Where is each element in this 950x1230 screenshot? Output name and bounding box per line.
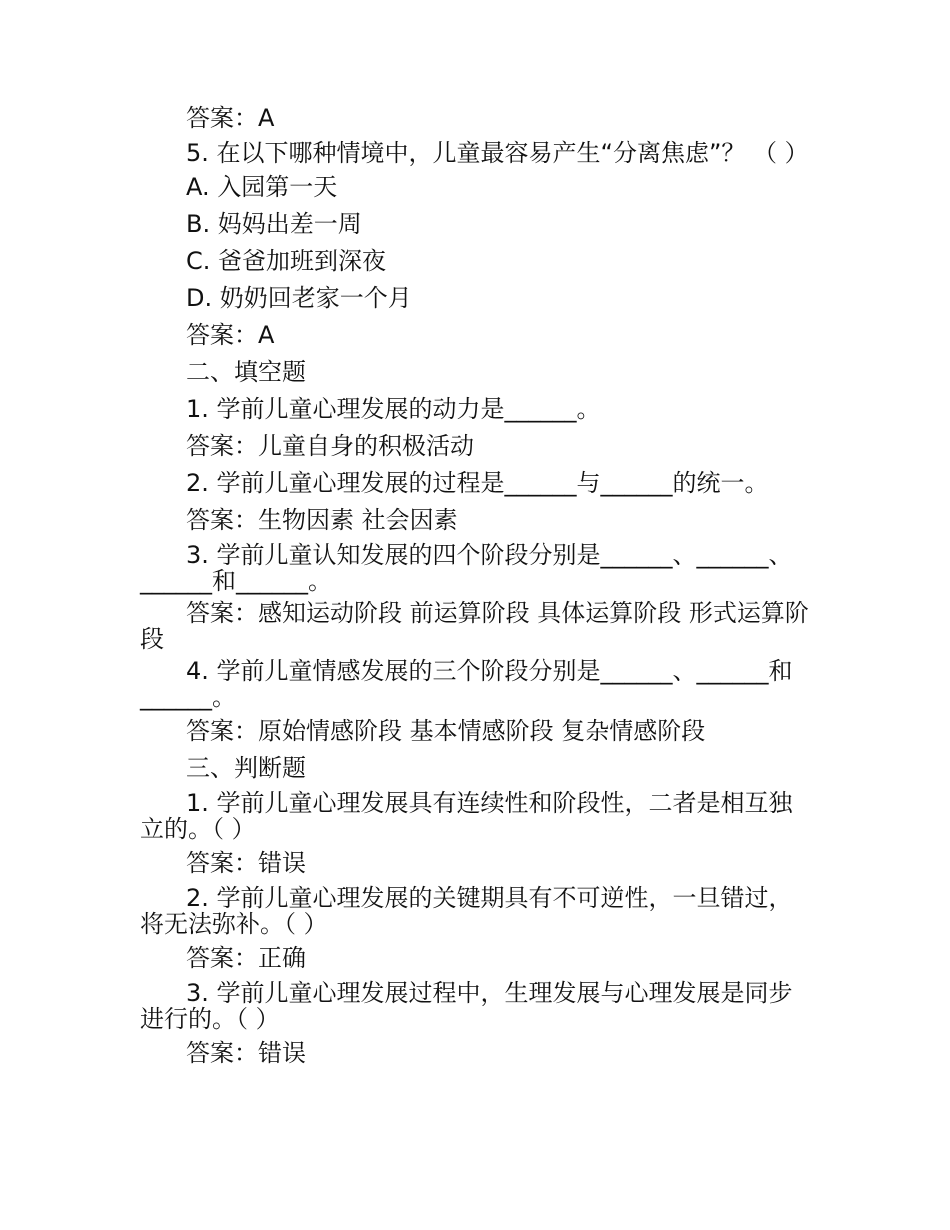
fill-question-1: 1. 学前儿童心理发展的动力是______。 <box>186 395 601 423</box>
question-5: 5. 在以下哪种情境中，儿童最容易产生“分离焦虑”？ （ ） <box>186 139 809 167</box>
answer-line: 答案：感知运动阶段 前运算阶段 具体运算阶段 形式运算阶段 <box>140 599 809 653</box>
fill-question-4: 4. 学前儿童情感发展的三个阶段分别是______、______和______。 <box>140 657 793 711</box>
answer-line: 答案：A <box>186 321 275 349</box>
fill-question-3: 3. 学前儿童认知发展的四个阶段分别是______、______、______和______。 <box>140 541 793 595</box>
document-page <box>140 103 815 1069</box>
fill-question-2: 2. 学前儿童心理发展的过程是______与______的统一。 <box>186 469 769 497</box>
answer-line: 答案：A <box>186 104 275 132</box>
option-d: D. 奶奶回老家一个月 <box>186 284 412 312</box>
answer-line: 答案：儿童自身的积极活动 <box>186 432 474 460</box>
answer-line: 答案：错误 <box>186 1039 306 1067</box>
option-b: B. 妈妈出差一周 <box>186 210 362 238</box>
section-heading-fill-blank: 二、填空题 <box>186 358 306 386</box>
option-c: C. 爸爸加班到深夜 <box>186 247 387 275</box>
answer-line: 答案：生物因素 社会因素 <box>186 506 458 534</box>
option-a: A. 入园第一天 <box>186 173 338 201</box>
judge-question-3: 3. 学前儿童心理发展过程中，生理发展与心理发展是同步进行的。（ ） <box>140 979 793 1033</box>
section-heading-true-false: 三、判断题 <box>186 754 306 782</box>
answer-line: 答案：正确 <box>186 944 306 972</box>
answer-line: 答案：错误 <box>186 849 306 877</box>
judge-question-1: 1. 学前儿童心理发展具有连续性和阶段性，二者是相互独立的。（ ） <box>140 789 793 843</box>
answer-line: 答案：原始情感阶段 基本情感阶段 复杂情感阶段 <box>186 717 706 745</box>
judge-question-2: 2. 学前儿童心理发展的关键期具有不可逆性，一旦错过，将无法弥补。（ ） <box>140 884 793 938</box>
